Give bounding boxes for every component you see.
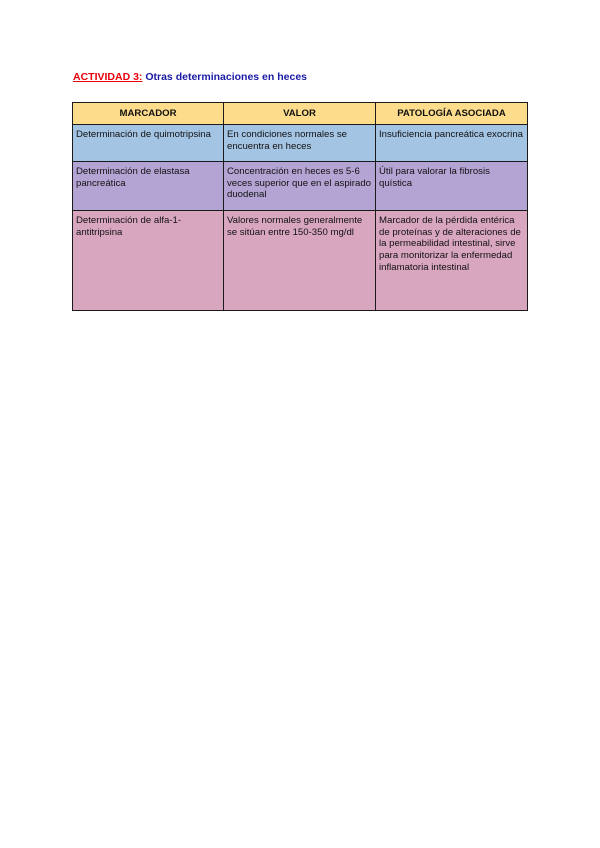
cell-marker: Determinación de quimotripsina <box>73 125 224 162</box>
cell-value: Concentración en heces es 5-6 veces superior que en el aspirado duodenal <box>224 162 376 211</box>
cell-pathology: Útil para valorar la fibrosis quística <box>376 162 528 211</box>
markers-table <box>72 102 528 311</box>
activity-heading <box>73 71 307 83</box>
activity-title: Otras determinaciones en heces <box>145 71 307 83</box>
cell-value: En condiciones normales se encuentra en heces <box>224 125 376 162</box>
cell-value: Valores normales generalmente se sitúan entre 150-350 mg/dl <box>224 211 376 311</box>
cell-pathology: Marcador de la pérdida entérica de proteínas y de alteraciones de la permeabilidad intestinal, sirve para monitorizar la enfermedad inflamatoria intestinal <box>376 211 528 311</box>
header-valor: VALOR <box>224 103 376 125</box>
table-row <box>73 211 528 311</box>
table-row <box>73 162 528 211</box>
table-row <box>73 125 528 162</box>
cell-marker: Determinación de alfa-1-antitripsina <box>73 211 224 311</box>
activity-number: ACTIVIDAD 3: <box>73 71 143 83</box>
cell-pathology: Insuficiencia pancreática exocrina <box>376 125 528 162</box>
table-header-row <box>73 103 528 125</box>
header-patologia: PATOLOGÍA ASOCIADA <box>376 103 528 125</box>
cell-marker: Determinación de elastasa pancreática <box>73 162 224 211</box>
header-marcador: MARCADOR <box>73 103 224 125</box>
